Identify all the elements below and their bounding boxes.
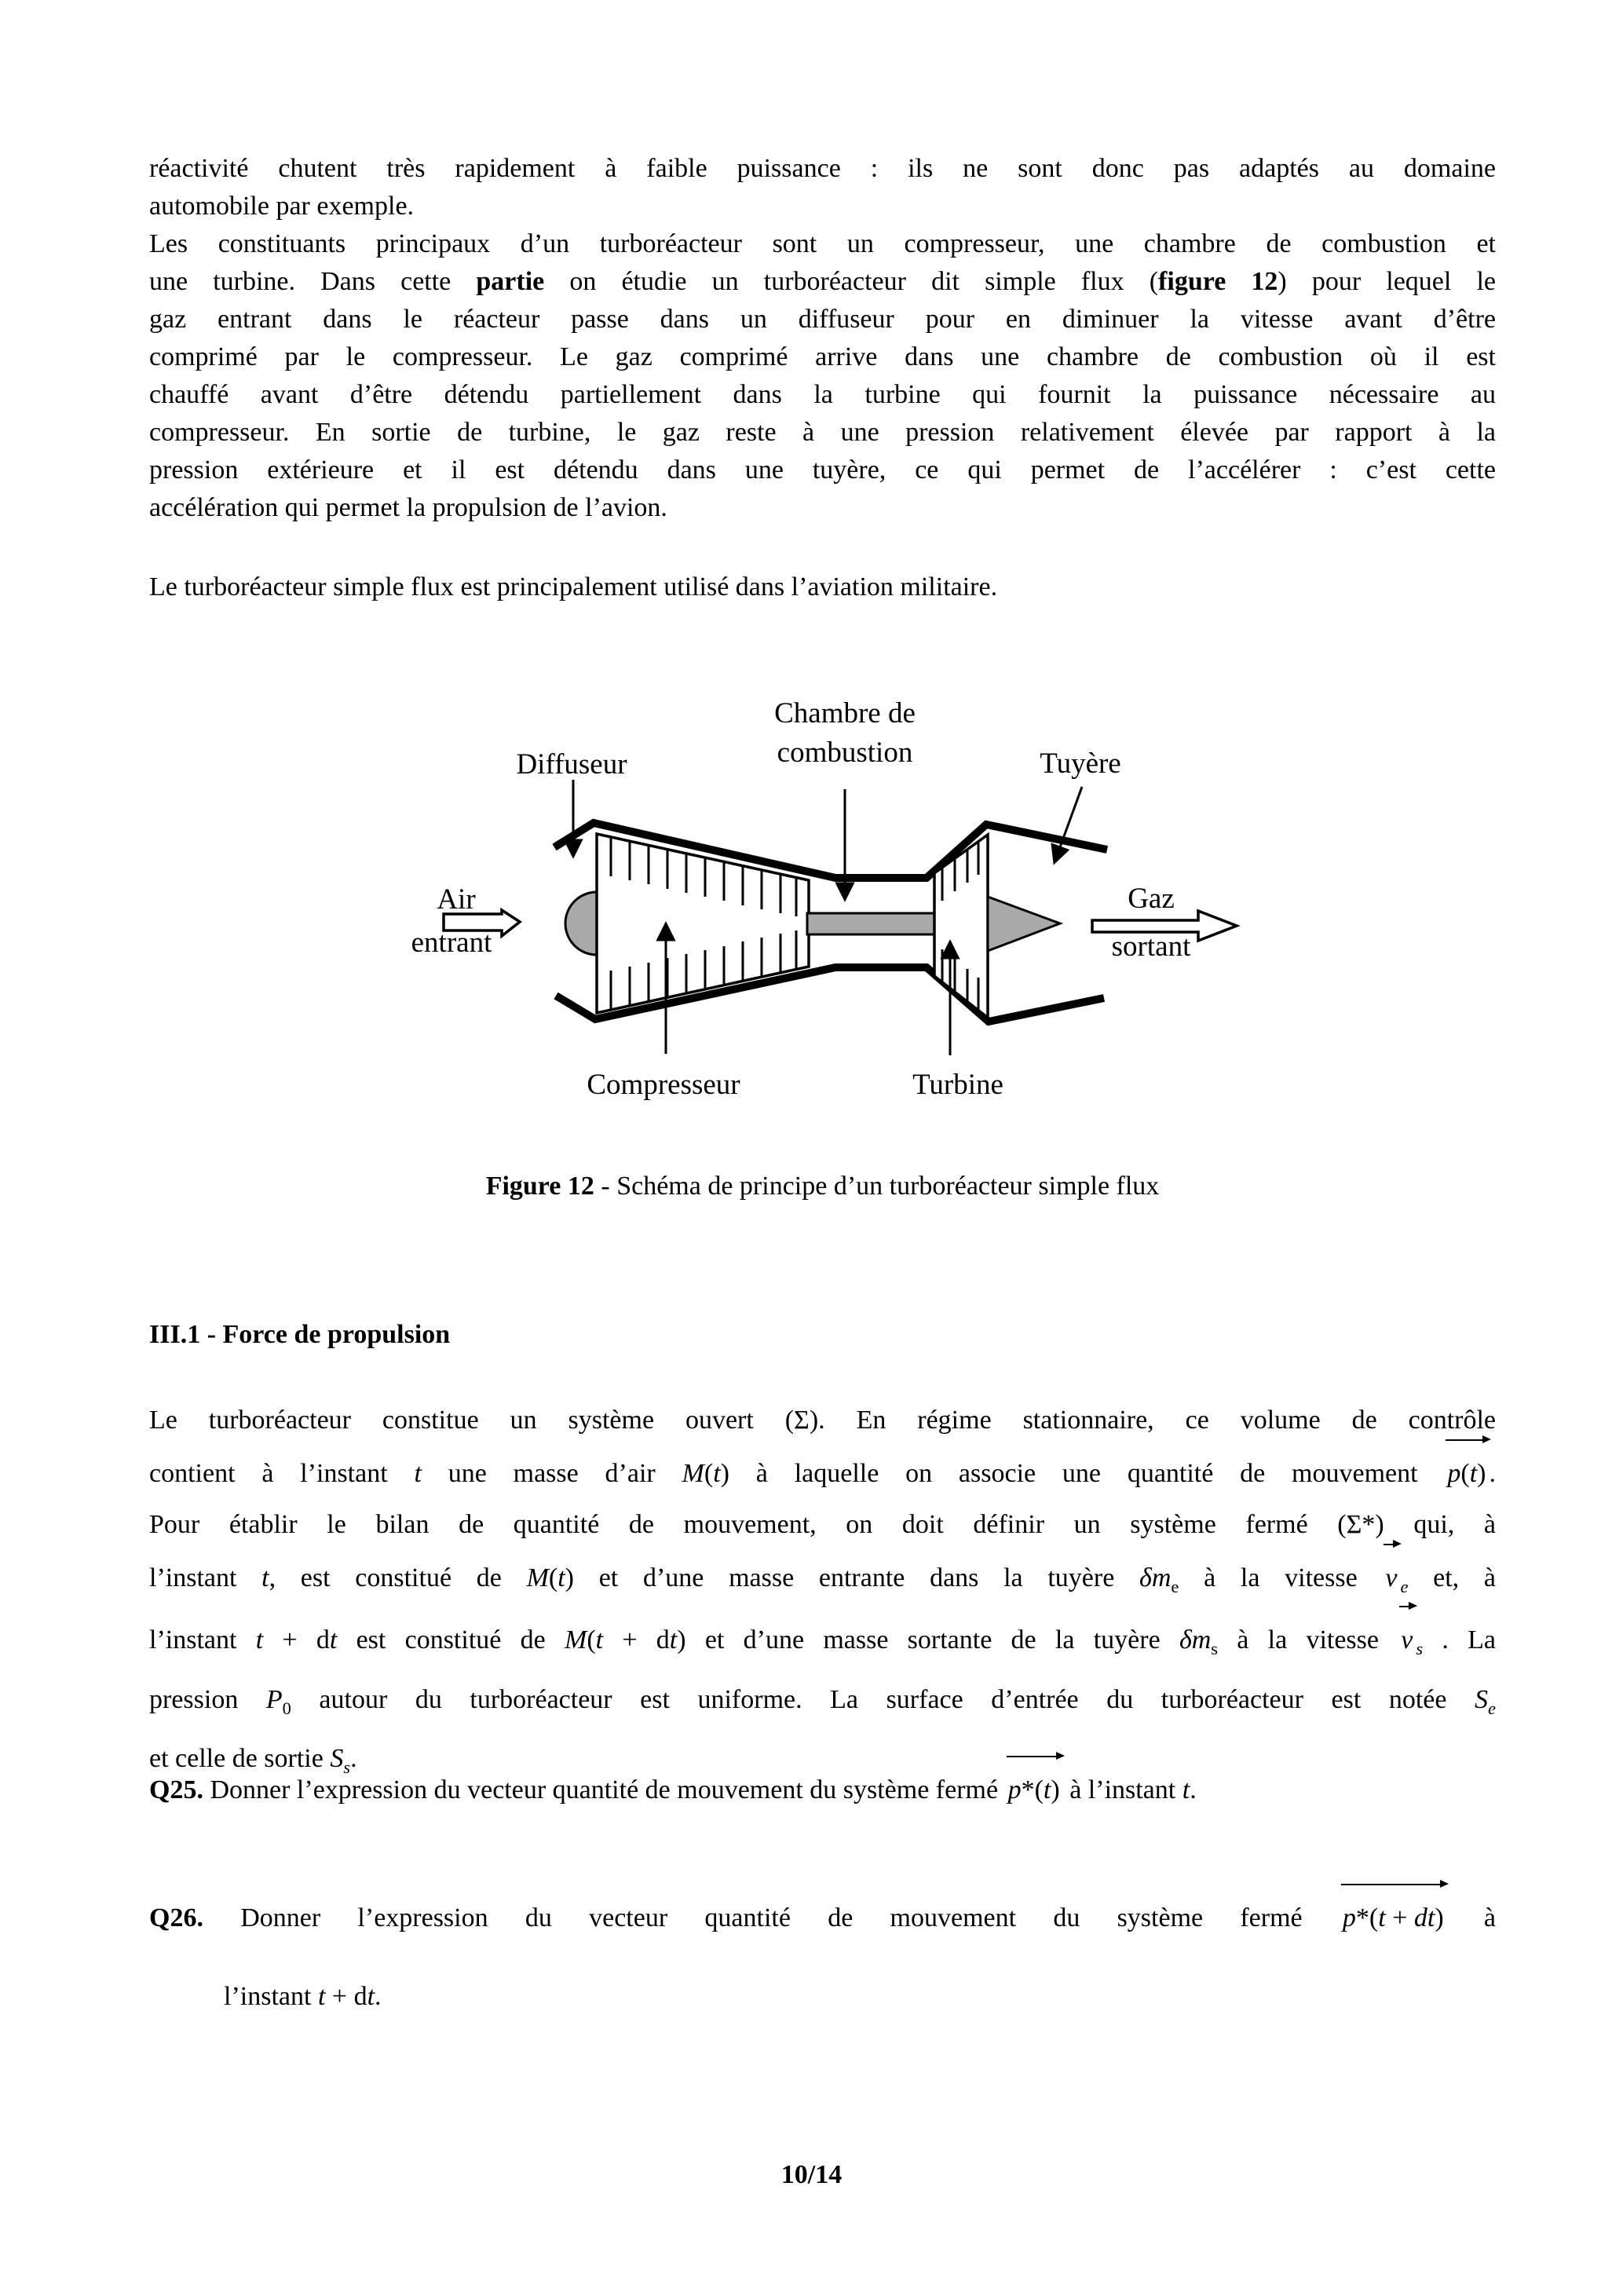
- label-combustion-chamber-1: Chambre de: [774, 697, 916, 729]
- text-line: une turbine. Dans cette partie on étudie un turboréacteur dit simple flux (figure 12) pour lequel le: [149, 267, 1496, 296]
- text-line: Q25. Donner l’expression du vecteur quantité de mouvement du système fermé p*(t) à l’instant t.: [149, 1762, 1496, 1815]
- label-air-2: entrant: [411, 927, 492, 959]
- text-line: l’instant t + dt est constitué de M(t + dt) et d’une masse sortante de la tuyère $\delta m_s$ à la vitesse v $_s$ . La: [149, 1612, 1496, 1674]
- exhaust-cone-shape: [988, 897, 1060, 951]
- text-line: l’instant t + dt.: [224, 1982, 382, 2011]
- question-q25: [149, 1762, 1496, 1815]
- label-nozzle: Tuyère: [1040, 748, 1121, 780]
- text-line: compresseur. En sortie de turbine, le gaz reste à une pression relativement élevée par rapport à la: [149, 418, 1496, 447]
- text-line: chauffé avant d’être détendu partiellement dans la turbine qui fournit la puissance nécessaire au: [149, 380, 1496, 409]
- paragraph-usage: [149, 569, 1496, 606]
- text-line: Le turboréacteur simple flux est principalement utilisé dans l’aviation militaire.: [149, 572, 998, 601]
- figure-caption-number: Figure 12: [485, 1172, 594, 1201]
- shaft-shape: [807, 913, 936, 934]
- page-number: 10/14: [780, 2160, 843, 2189]
- paragraph-intro: [149, 150, 1496, 527]
- label-compressor: Compresseur: [587, 1069, 740, 1101]
- figure-caption-text: - Schéma de principe d’un turboréacteur simple flux: [594, 1172, 1160, 1201]
- text-line: réactivité chutent très rapidement à faible puissance : ils ne sont donc pas adaptés au domaine: [149, 154, 1496, 183]
- text-line: Q26. Donner l’expression du vecteur quantité de mouvement du système fermé p*(t + dt) à: [149, 1890, 1496, 1943]
- figure-caption: [149, 1168, 1496, 1205]
- nozzle-pointer-arrow: [1055, 787, 1082, 862]
- text-line: pression $P_0$ autour du turboréacteur est uniforme. La surface d’entrée du turboréacteur est notée $S_e$: [149, 1684, 1496, 1718]
- text-line: et celle de sortie $S_s$.: [149, 1744, 357, 1778]
- label-gas-1: Gaz: [1128, 883, 1175, 915]
- text-line: contient à l’instant t une masse d’air M(t) à laquelle on associe une quantité de mouvement p(t) .: [149, 1446, 1496, 1499]
- text-line: automobile par exemple.: [149, 192, 415, 221]
- label-combustion-chamber-2: combustion: [777, 737, 913, 769]
- label-diffuser: Diffuseur: [516, 748, 627, 781]
- question-q26: [149, 1890, 1496, 2022]
- label-turbine: Turbine: [912, 1069, 1003, 1101]
- text-line: l’instant t, est constitué de M(t) et d’une masse entrante dans la tuyère $\delta m_e$ à la vitesse v $_e$ et, à: [149, 1550, 1496, 1612]
- text-line: gaz entrant dans le réacteur passe dans un diffuseur pour en diminuer la vitesse avant d’être: [149, 305, 1496, 334]
- text-line: Pour établir le bilan de quantité de mouvement, on doit définir un système fermé (Σ*) qui, à: [149, 1510, 1496, 1539]
- text-line: comprimé par le compresseur. Le gaz comprimé arrive dans une chambre de combustion où il est: [149, 342, 1496, 371]
- figure-turbojet-diagram: [385, 679, 1303, 1150]
- text-line: accélération qui permet la propulsion de l’avion.: [149, 493, 667, 522]
- label-gas-2: sortant: [1111, 930, 1191, 963]
- text-line: pression extérieure et il est détendu dans une tuyère, ce qui permet de l’accélérer : c’est cette: [149, 455, 1496, 484]
- label-air-1: Air: [437, 883, 476, 916]
- text-line: Le turboréacteur constitue un système ouvert (Σ). En régime stationnaire, ce volume de contrôle: [149, 1406, 1496, 1435]
- text-line: Les constituants principaux d’un turboréacteur sont un compresseur, une chambre de combustion et: [149, 229, 1496, 258]
- section-heading: III.1 - Force de propulsion: [149, 1320, 451, 1349]
- inlet-spinner-shape: [565, 892, 597, 955]
- paragraph-system: [149, 1395, 1496, 1793]
